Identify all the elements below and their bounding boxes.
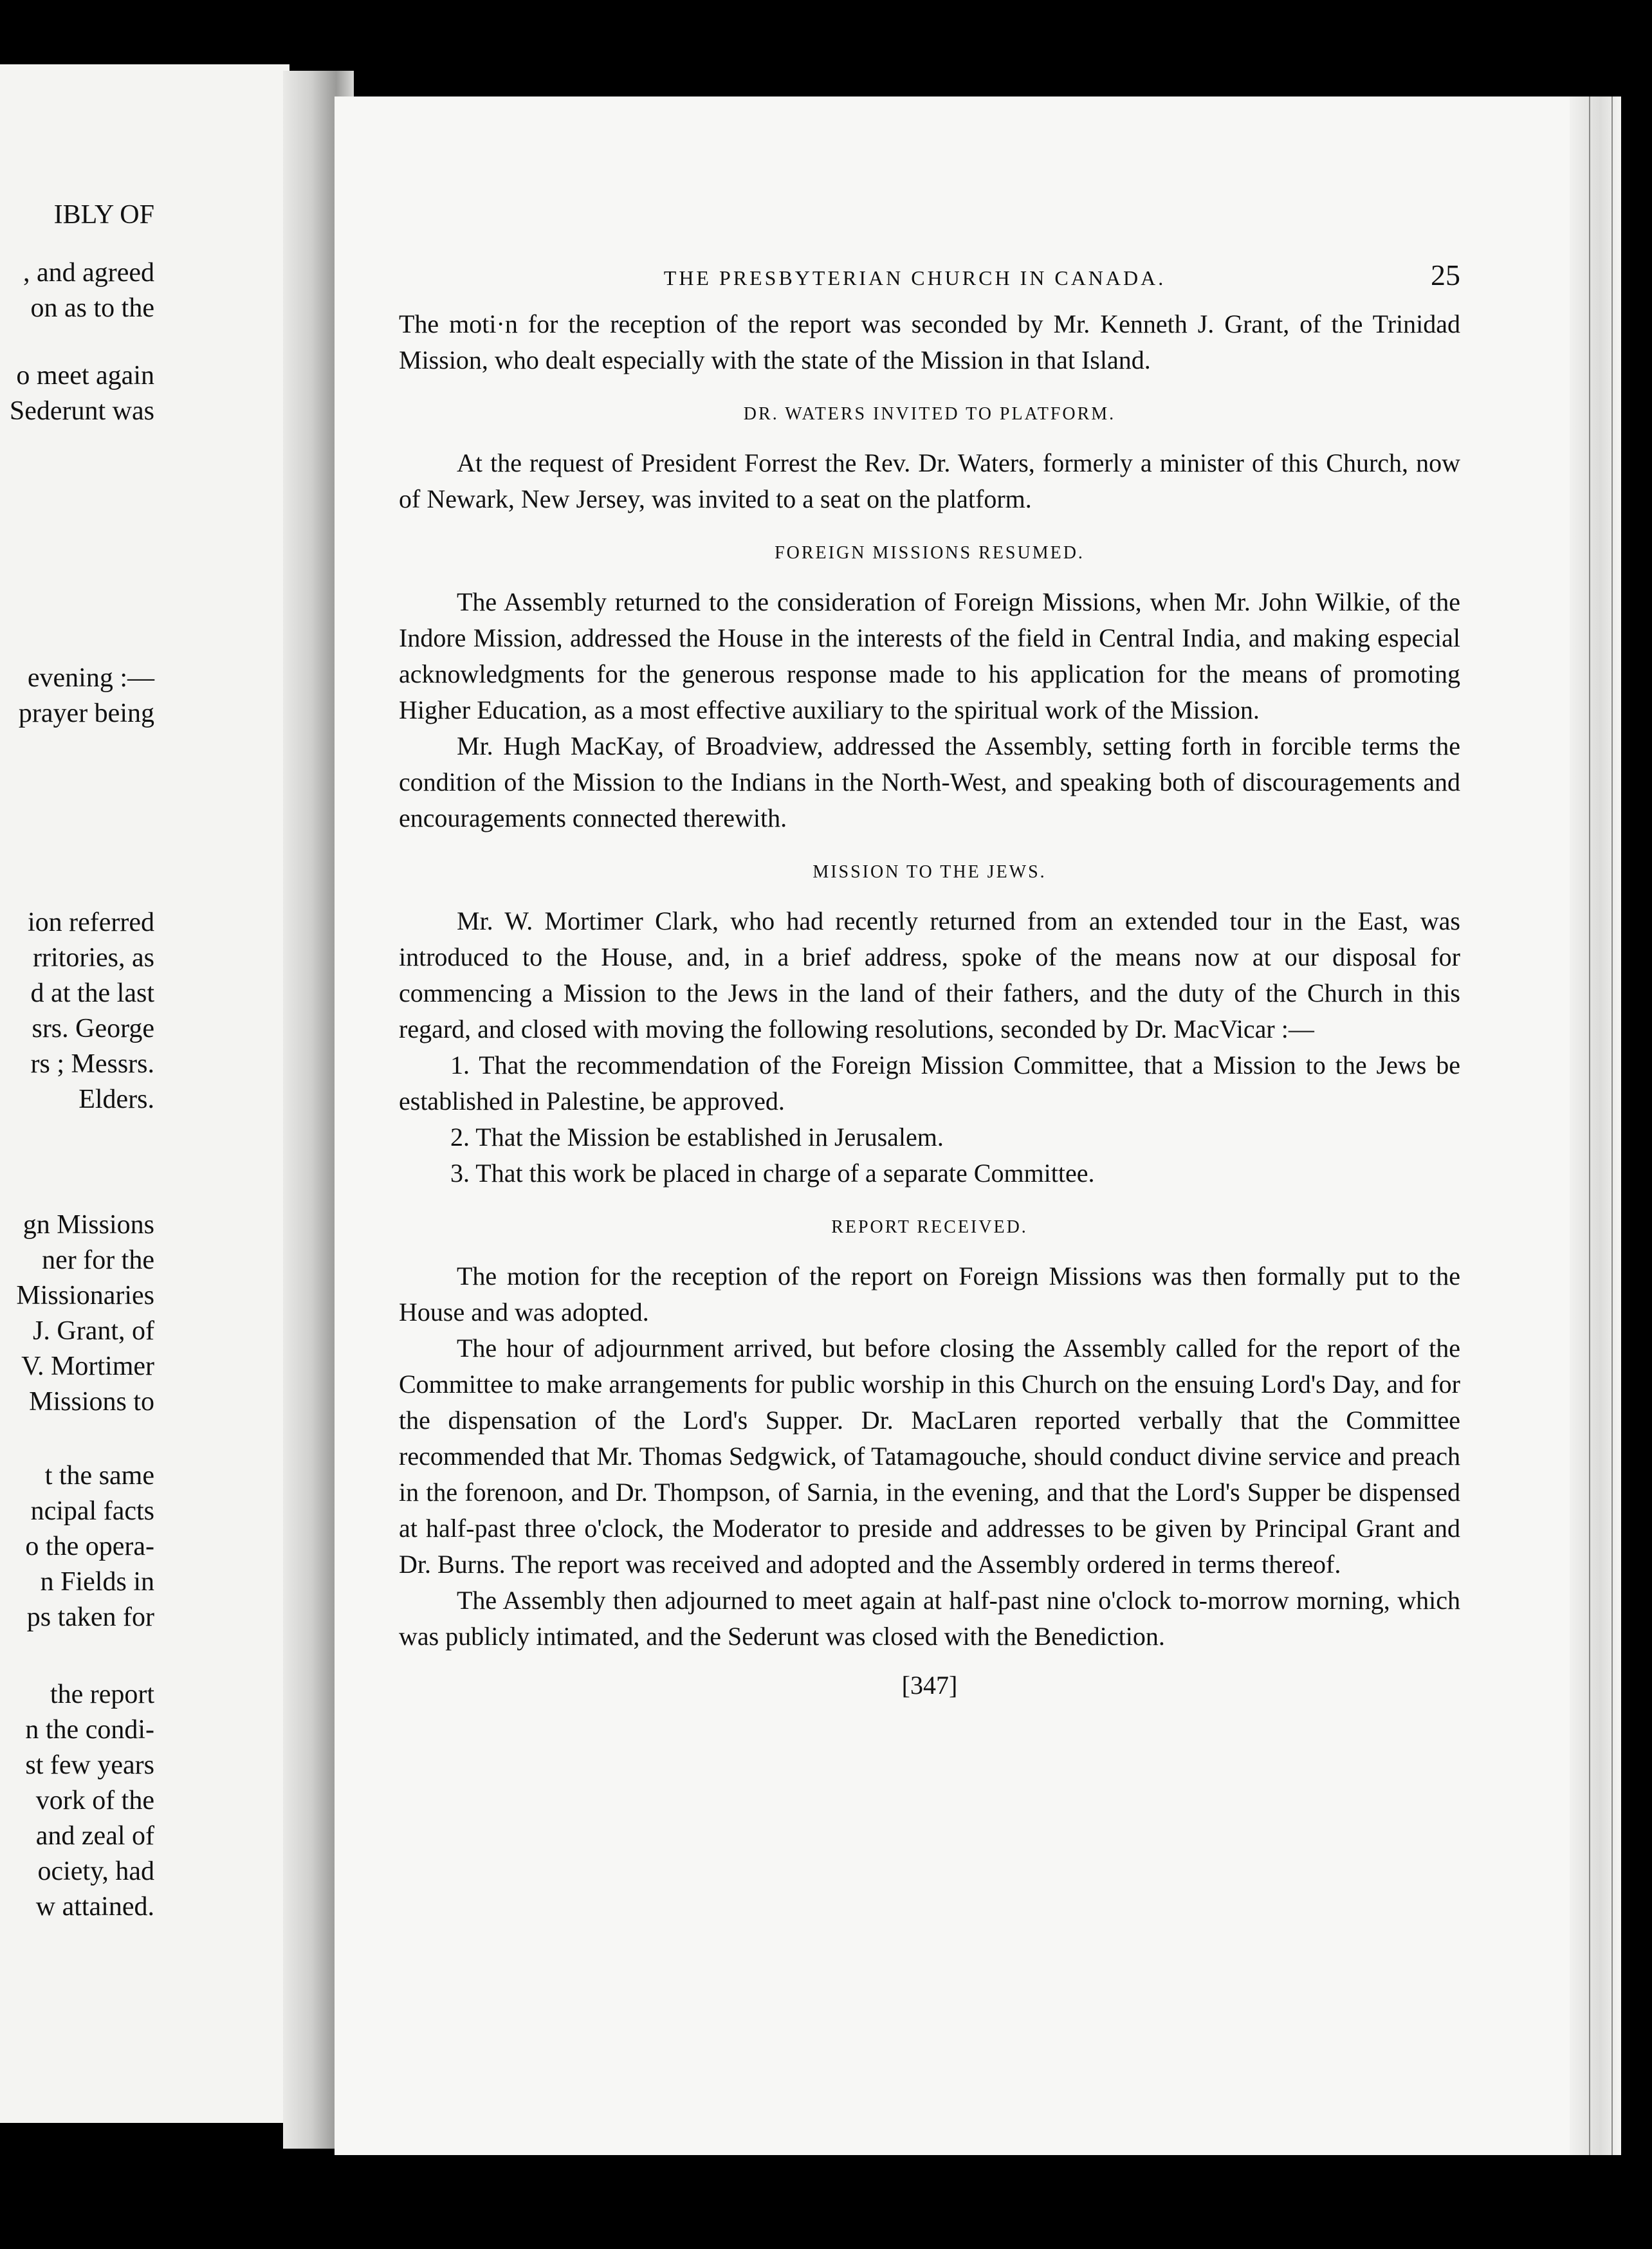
running-head: [399, 257, 1460, 296]
paragraph: The Assembly returned to the consideration of Foreign Missions, when Mr. John Wilkie, of the Indore Mission, addressed the House in the interests of the field in Central India, and making especial acknowledgments for the generous response made to his application for the means of promoting Higher Education, as a most effective auxiliary to the spiritual work of the Mission.: [399, 587, 1460, 724]
left-page-line: IBLY OF: [53, 200, 154, 230]
left-page-line: d at the last: [30, 978, 154, 1008]
left-page-line: Missionaries: [16, 1281, 154, 1310]
section-heading: MISSION TO THE JEWS.: [812, 862, 1047, 882]
paragraph: At the request of President Forrest the Rev. Dr. Waters, formerly a minister of this Church, now of Newark, New Jersey, was invited to a seat on the platform.: [399, 448, 1460, 513]
page-edge-line: [1589, 96, 1590, 2155]
left-page-line: J. Grant, of: [33, 1316, 154, 1346]
left-page-line: rritories, as: [33, 943, 154, 973]
section-heading: DR. WATERS INVITED TO PLATFORM.: [743, 404, 1116, 424]
left-page-line: n Fields in: [40, 1567, 154, 1597]
left-page: [0, 64, 289, 2123]
left-page-line: on as to the: [30, 293, 154, 323]
left-page-line: o the opera-: [25, 1532, 154, 1561]
left-page-line: , and agreed: [23, 258, 154, 288]
left-page-text: [0, 64, 289, 2123]
paragraph: Mr. Hugh MacKay, of Broadview, addressed the Assembly, setting forth in forcible terms the condition of the Mission to the Indians in the North-West, and speaking both of discouragements and encouragements connected therewith.: [399, 731, 1460, 832]
left-page-line: ncipal facts: [30, 1496, 154, 1526]
left-page-line: gn Missions: [23, 1210, 154, 1240]
running-title: THE PRESBYTERIAN CHURCH IN CANADA.: [663, 266, 1166, 289]
page-edge: [1570, 96, 1621, 2155]
left-page-line: n the condi-: [25, 1715, 154, 1745]
left-page-line: o meet again: [16, 361, 154, 390]
right-page-text: [399, 257, 1460, 1703]
left-page-line: vork of the: [35, 1786, 154, 1815]
paragraph: Mr. W. Mortimer Clark, who had recently returned from an extended tour in the East, was introduced to the House, and, in a brief address, spoke of the means now at our disposal for commencing a Mission to the Jews in the land of their fathers, and the duty of the Church in this regard, and closed with moving the following resolutions, seconded by Dr. MacVicar :—: [399, 906, 1460, 1043]
left-page-line: ion referred: [27, 908, 154, 937]
left-page-line: Missions to: [29, 1387, 154, 1417]
left-page-line: the report: [50, 1680, 154, 1709]
left-page-line: V. Mortimer: [21, 1352, 154, 1381]
page-number: 25: [1431, 259, 1460, 291]
left-page-line: w attained.: [35, 1892, 154, 1922]
page-edge-line: [1611, 96, 1613, 2155]
left-page-line: prayer being: [18, 699, 154, 728]
section-heading: REPORT RECEIVED.: [831, 1217, 1028, 1237]
left-page-line: ps taken for: [26, 1602, 154, 1632]
resolution-item: 2. That the Mission be established in Jerusalem.: [450, 1123, 944, 1152]
paragraph: The motion for the reception of the report on Foreign Missions was then formally put to the House and was adopted.: [399, 1262, 1460, 1326]
section-heading: FOREIGN MISSIONS RESUMED.: [775, 543, 1085, 563]
folio-number: [347]: [901, 1671, 958, 1700]
left-page-line: st few years: [25, 1750, 154, 1780]
left-page-line: ociety, had: [37, 1857, 154, 1886]
left-page-line: ner for the: [42, 1245, 154, 1275]
paragraph: The moti·n for the reception of the report was seconded by Mr. Kenneth J. Grant, of the Trinidad Mission, who dealt especially with the state of the Mission in that Island.: [399, 309, 1460, 374]
paragraph: The Assembly then adjourned to meet again at half-past nine o'clock to-morrow morning, which was publicly intimated, and the Sederunt was closed with the Benediction.: [399, 1586, 1460, 1651]
left-page-line: t the same: [44, 1461, 154, 1491]
left-page-line: Sederunt was: [9, 396, 154, 426]
paragraph: The hour of adjournment arrived, but before closing the Assembly called for the report of the Committee to make arrangements for public worship in this Church on the ensuing Lord's Day, and for the dispensation of the Lord's Supper. Dr. MacLaren reported verbally that the Committee recommended that Mr. Thomas Sedgwick, of Tatamagouche, should conduct divine service and preach in the forenoon, and Dr. Thompson, of Sarnia, in the evening, and that the Lord's Supper be dispensed at half-past three o'clock, the Moderator to preside and addresses to be given by Principal Grant and Dr. Burns. The report was received and adopted and the Assembly ordered in terms thereof.: [399, 1334, 1460, 1579]
left-page-line: rs ; Messrs.: [30, 1049, 154, 1079]
resolution-item: 3. That this work be placed in charge of a separate Committee.: [450, 1159, 1095, 1188]
left-page-line: Elders.: [78, 1085, 154, 1114]
left-page-line: evening :—: [27, 663, 154, 693]
resolution-item: 1. That the recommendation of the Foreign Mission Committee, that a Mission to the Jews be established in Palestine, be approved.: [399, 1051, 1460, 1115]
left-page-line: srs. George: [32, 1014, 154, 1043]
left-page-line: and zeal of: [35, 1821, 154, 1851]
